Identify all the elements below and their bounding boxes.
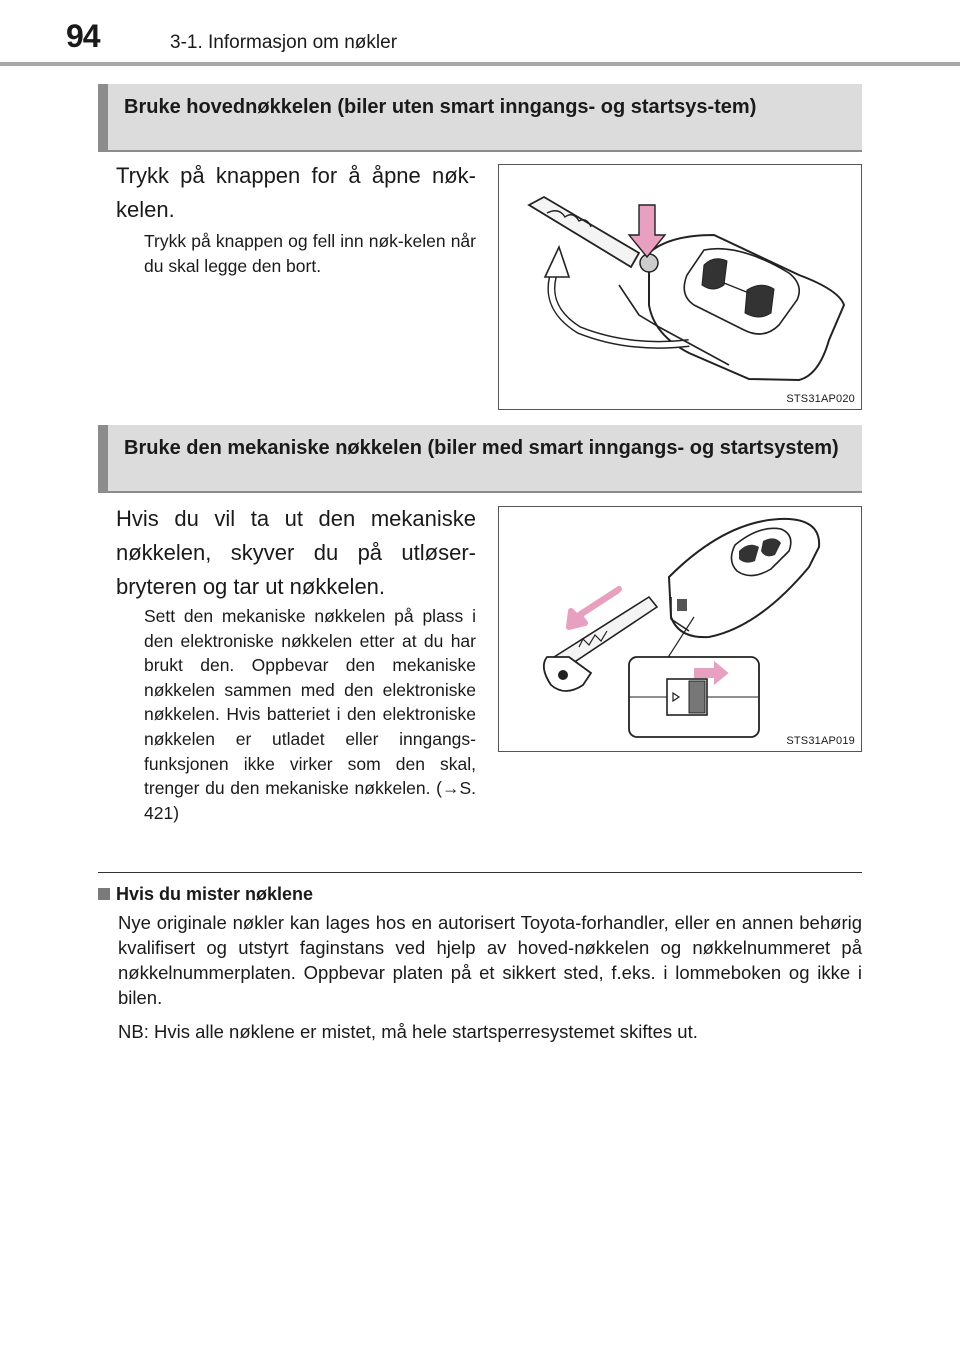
section1-note: Trykk på knappen og fell inn nøk-kelen når du skal legge den bort.	[144, 231, 476, 276]
chapter-title: 3-1. Informasjon om nøkler	[170, 32, 398, 53]
page-header	[0, 0, 960, 64]
section-heading-mechanical-key: Bruke den mekaniske nøkkelen (biler med smart inngangs- og startsystem)	[98, 425, 862, 493]
section2-note: Sett den mekaniske nøkkelen på plass i den elektroniske nøkkelen etter at du har brukt den. Oppbevar den mekaniske nøkkelen sammen med den elektroniske nøkkelen. Hvis batteriet i den elektroniske nøkkelen er utladet eller inngangs-funksjonen ikke virker som den skal, trenger du den mekaniske nøkkelen. (→S. 421)	[144, 606, 476, 823]
figure-master-key	[498, 164, 862, 410]
section-divider	[98, 872, 862, 873]
header-rule	[0, 62, 960, 66]
lost-keys-title: Hvis du mister nøklene	[116, 884, 314, 904]
section-heading-master-key: Bruke hovednøkkelen (biler uten smart inngangs- og startsys-tem)	[98, 84, 862, 152]
mechanical-key-illustration	[499, 507, 863, 753]
figure-code-020: STS31AP020	[786, 393, 855, 405]
lost-keys-heading	[98, 880, 313, 908]
section2-main-text: Hvis du vil ta ut den mekaniske nøkkelen, skyver du på utløser-bryteren og tar ut nøkkelen.	[116, 506, 476, 599]
square-bullet-icon	[98, 888, 110, 900]
lost-keys-paragraph-1: Nye originale nøkler kan lages hos en autorisert Toyota-forhandler, eller en annen behørig kvalifisert og utstyrt faginstans ved hjelp av hoved-nøkkelen og nøkkelnummeret på nøkkelnummerplaten. Oppbevar platen på et sikkert sted, f.eks. i lommeboken og ikke i bilen.	[118, 912, 862, 1008]
figure-mechanical-key	[498, 506, 862, 752]
figure-code-019: STS31AP019	[786, 735, 855, 747]
lost-keys-paragraph-2: NB: Hvis alle nøklene er mistet, må hele startsperresystemet skiftes ut.	[118, 1021, 698, 1042]
master-key-illustration	[499, 165, 863, 411]
section1-main-text: Trykk på knappen for å åpne nøk-kelen.	[116, 163, 476, 222]
page-number: 94	[66, 18, 100, 54]
